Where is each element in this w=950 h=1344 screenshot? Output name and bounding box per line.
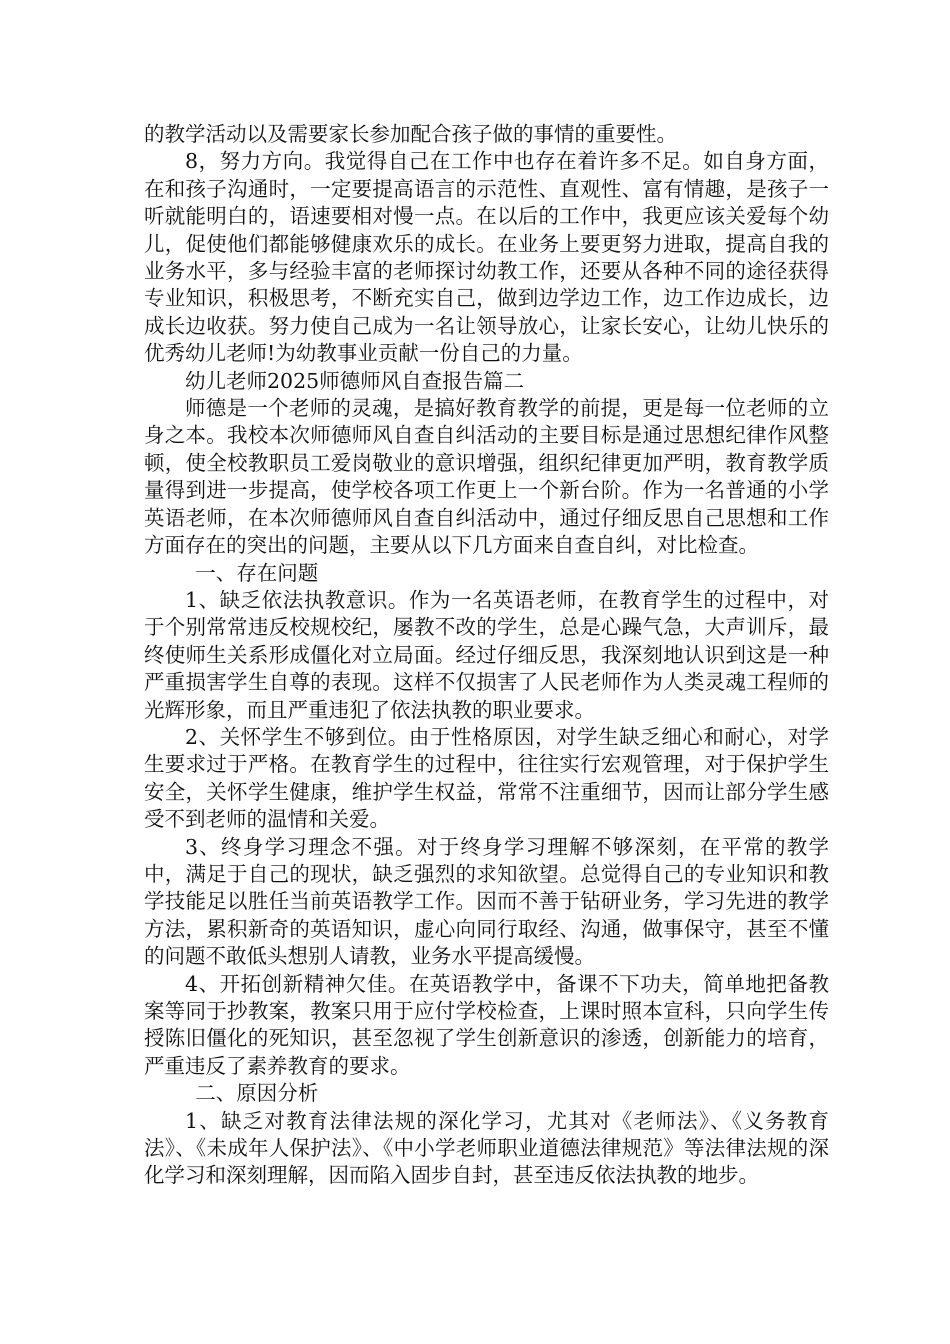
section-title: 幼儿老师2025师德师风自查报告篇二	[185, 368, 525, 393]
paragraph-effort-direction: 8，努力方向。我觉得自己在工作中也存在着许多不足。如自身方面，在和孩子沟通时，一定要提高语言的示范性、直观性、富有情趣，是孩子一听就能明白的，语速要相对慢一点。在以后的工作中，我更应该关爱每个幼儿，促使他们都能够健康欢乐的成长。在业务上要更努力进取，提高自我的业务水平，多与经验丰富的老师探讨幼教工作，还要从各种不同的途径获得专业知识，积极思考，不断充实自己，做到边学边工作，边工作边成长，边成长边收获。努力使自己成为一名让领导放心，让家长安心，让幼儿快乐的优秀幼儿老师!为幼教事业贡献一份自己的力量。	[144, 149, 829, 366]
paragraph-continuation: 的教学活动以及需要家长参加配合孩子做的事情的重要性。	[144, 122, 677, 146]
paragraph-problem-4: 4、开拓创新精神欠佳。在英语教学中，备课不下功夫，简单地把备教案等同于抄教案，教案只用于应付学校检查，上课时照本宣科，只向学生传授陈旧僵化的死知识，甚至忽视了学生创新意识的渗透，创新能力的培育，严重违反了素养教育的要求。	[144, 971, 829, 1078]
paragraph-problem-1: 1、缺乏依法执教意识。作为一名英语老师，在教育学生的过程中，对于个别常常违反校规校纪，屡教不改的学生，总是心躁气急，大声训斥，最终使师生关系形成僵化对立局面。经过仔细反思，我深刻地认识到这是一种严重损害学生自尊的表现。这样不仅损害了人民老师作为人类灵魂工程师的光辉形象，而且严重违犯了依法执教的职业要求。	[144, 587, 829, 722]
document-page	[144, 121, 829, 1190]
paragraph-intro: 师德是一个老师的灵魂，是搞好教育教学的前提，更是每一位老师的立身之本。我校本次师德师风自查自纠活动的主要目标是通过思想纪律作风整顿，使全校教职员工爱岗敬业的意识增强，组织纪律更加严明，教育教学质量得到进一步提高，使学校各项工作更上一个新台阶。作为一名普通的小学英语老师，在本次师德师风自查自纠活动中，通过仔细反思自己思想和工作方面存在的突出的问题，主要从以下几方面来自查自纠，对比检查。	[144, 396, 829, 558]
paragraph-problem-3: 3、终身学习理念不强。对于终身学习理解不够深刻，在平常的教学中，满足于自己的现状，缺乏强烈的求知欲望。总觉得自己的专业知识和教学技能足以胜任当前英语教学工作。因而不善于钻研业务，学习先进的教学方法，累积新奇的英语知识，虚心向同行取经、沟通，做事保守，甚至不懂的问题不敢低头想别人请教，业务水平提高缓慢。	[144, 834, 829, 969]
heading-existing-problems: 一、存在问题	[195, 560, 319, 585]
paragraph-cause-1: 1、缺乏对教育法律法规的深化学习，尤其对《老师法》、《义务教育法》、《未成年人保护法》、《中小学老师职业道德法律规范》等法律法规的深化学习和深刻理解，因而陷入固步自封，甚至违反依法执教的地步。	[144, 1108, 829, 1188]
paragraph-problem-2: 2、关怀学生不够到位。由于性格原因，对学生缺乏细心和耐心，对学生要求过于严格。在教育学生的过程中，往往实行宏观管理，对于保护学生安全，关怀学生健康，维护学生权益，常常不注重细节，因而让部分学生感受不到老师的温情和关爱。	[144, 724, 829, 832]
heading-cause-analysis: 二、原因分析	[195, 1081, 319, 1106]
